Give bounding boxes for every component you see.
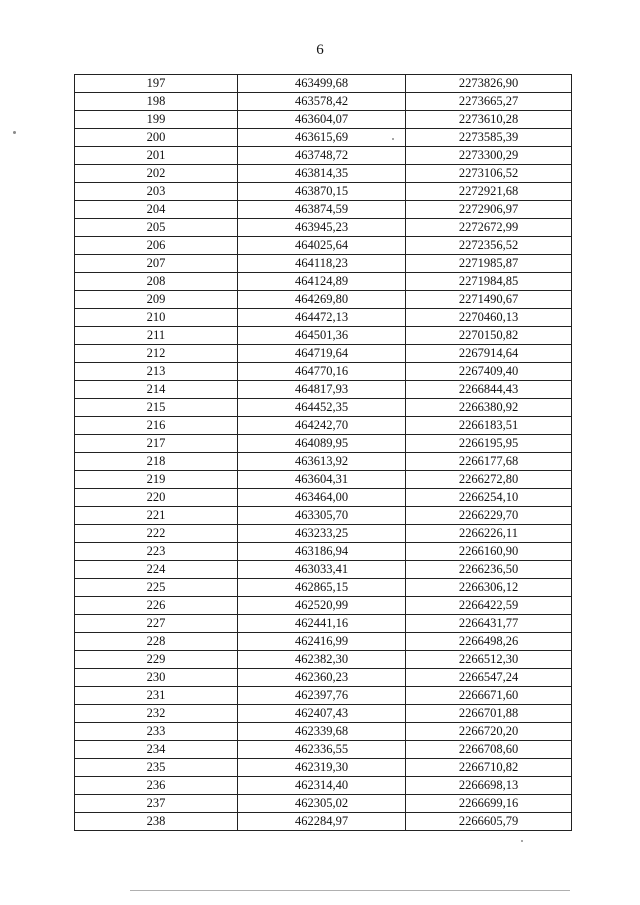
point-number-cell: 233 [75, 723, 238, 741]
table-row [75, 111, 572, 129]
table-row [75, 219, 572, 237]
table-row [75, 291, 572, 309]
point-number-cell: 238 [75, 813, 238, 831]
table-row [75, 93, 572, 111]
x-coordinate-cell: 463870,15 [238, 183, 406, 201]
x-coordinate-cell: 464089,95 [238, 435, 406, 453]
point-number-cell: 205 [75, 219, 238, 237]
x-coordinate-cell: 462441,16 [238, 615, 406, 633]
y-coordinate-cell: 2266236,50 [406, 561, 572, 579]
y-coordinate-cell: 2266229,70 [406, 507, 572, 525]
x-coordinate-cell: 463874,59 [238, 201, 406, 219]
coordinates-table-body [75, 75, 572, 831]
table-row [75, 615, 572, 633]
point-number-cell: 216 [75, 417, 238, 435]
point-number-cell: 219 [75, 471, 238, 489]
y-coordinate-cell: 2273610,28 [406, 111, 572, 129]
point-number-cell: 208 [75, 273, 238, 291]
table-row [75, 813, 572, 831]
y-coordinate-cell: 2266160,90 [406, 543, 572, 561]
y-coordinate-cell: 2266701,88 [406, 705, 572, 723]
table-row [75, 777, 572, 795]
x-coordinate-cell: 463615,69 [238, 129, 406, 147]
table-row [75, 687, 572, 705]
point-number-cell: 209 [75, 291, 238, 309]
x-coordinate-cell: 462336,55 [238, 741, 406, 759]
y-coordinate-cell: 2272356,52 [406, 237, 572, 255]
y-coordinate-cell: 2271490,67 [406, 291, 572, 309]
point-number-cell: 236 [75, 777, 238, 795]
point-number-cell: 221 [75, 507, 238, 525]
y-coordinate-cell: 2266177,68 [406, 453, 572, 471]
table-row [75, 399, 572, 417]
table-row [75, 471, 572, 489]
y-coordinate-cell: 2266720,20 [406, 723, 572, 741]
x-coordinate-cell: 464501,36 [238, 327, 406, 345]
y-coordinate-cell: 2267409,40 [406, 363, 572, 381]
table-row [75, 489, 572, 507]
y-coordinate-cell: 2272672,99 [406, 219, 572, 237]
point-number-cell: 235 [75, 759, 238, 777]
point-number-cell: 212 [75, 345, 238, 363]
point-number-cell: 210 [75, 309, 238, 327]
table-row [75, 597, 572, 615]
x-coordinate-cell: 462339,68 [238, 723, 406, 741]
table-row [75, 723, 572, 741]
y-coordinate-cell: 2266272,80 [406, 471, 572, 489]
table-row [75, 183, 572, 201]
y-coordinate-cell: 2266226,11 [406, 525, 572, 543]
table-row [75, 633, 572, 651]
point-number-cell: 231 [75, 687, 238, 705]
y-coordinate-cell: 2266498,26 [406, 633, 572, 651]
x-coordinate-cell: 463305,70 [238, 507, 406, 525]
table-row [75, 453, 572, 471]
x-coordinate-cell: 462407,43 [238, 705, 406, 723]
scan-speck [392, 138, 394, 140]
point-number-cell: 207 [75, 255, 238, 273]
point-number-cell: 220 [75, 489, 238, 507]
point-number-cell: 197 [75, 75, 238, 93]
table-row [75, 795, 572, 813]
y-coordinate-cell: 2266422,59 [406, 597, 572, 615]
x-coordinate-cell: 462520,99 [238, 597, 406, 615]
point-number-cell: 213 [75, 363, 238, 381]
y-coordinate-cell: 2273106,52 [406, 165, 572, 183]
table-row [75, 741, 572, 759]
table-row [75, 381, 572, 399]
x-coordinate-cell: 462865,15 [238, 579, 406, 597]
x-coordinate-cell: 463945,23 [238, 219, 406, 237]
point-number-cell: 226 [75, 597, 238, 615]
table-row [75, 651, 572, 669]
table-row [75, 759, 572, 777]
x-coordinate-cell: 462319,30 [238, 759, 406, 777]
point-number-cell: 222 [75, 525, 238, 543]
table-row [75, 75, 572, 93]
x-coordinate-cell: 462314,40 [238, 777, 406, 795]
page-bottom-rule [130, 890, 570, 891]
x-coordinate-cell: 464817,93 [238, 381, 406, 399]
point-number-cell: 214 [75, 381, 238, 399]
y-coordinate-cell: 2266431,77 [406, 615, 572, 633]
y-coordinate-cell: 2273826,90 [406, 75, 572, 93]
x-coordinate-cell: 462416,99 [238, 633, 406, 651]
table-row [75, 669, 572, 687]
y-coordinate-cell: 2266306,12 [406, 579, 572, 597]
table-row [75, 543, 572, 561]
x-coordinate-cell: 464472,13 [238, 309, 406, 327]
point-number-cell: 199 [75, 111, 238, 129]
scan-speck [521, 840, 523, 842]
table-row [75, 561, 572, 579]
x-coordinate-cell: 462397,76 [238, 687, 406, 705]
table-row [75, 417, 572, 435]
x-coordinate-cell: 463499,68 [238, 75, 406, 93]
y-coordinate-cell: 2266605,79 [406, 813, 572, 831]
point-number-cell: 202 [75, 165, 238, 183]
x-coordinate-cell: 463748,72 [238, 147, 406, 165]
y-coordinate-cell: 2266254,10 [406, 489, 572, 507]
point-number-cell: 206 [75, 237, 238, 255]
scan-speck [13, 131, 16, 134]
point-number-cell: 218 [75, 453, 238, 471]
point-number-cell: 217 [75, 435, 238, 453]
y-coordinate-cell: 2272906,97 [406, 201, 572, 219]
x-coordinate-cell: 462382,30 [238, 651, 406, 669]
table-row [75, 237, 572, 255]
point-number-cell: 203 [75, 183, 238, 201]
y-coordinate-cell: 2266183,51 [406, 417, 572, 435]
x-coordinate-cell: 463186,94 [238, 543, 406, 561]
table-row [75, 165, 572, 183]
x-coordinate-cell: 464269,80 [238, 291, 406, 309]
table-row [75, 273, 572, 291]
x-coordinate-cell: 464770,16 [238, 363, 406, 381]
y-coordinate-cell: 2266844,43 [406, 381, 572, 399]
x-coordinate-cell: 463578,42 [238, 93, 406, 111]
y-coordinate-cell: 2273585,39 [406, 129, 572, 147]
point-number-cell: 232 [75, 705, 238, 723]
point-number-cell: 227 [75, 615, 238, 633]
point-number-cell: 225 [75, 579, 238, 597]
y-coordinate-cell: 2272921,68 [406, 183, 572, 201]
y-coordinate-cell: 2266671,60 [406, 687, 572, 705]
x-coordinate-cell: 464242,70 [238, 417, 406, 435]
table-row [75, 129, 572, 147]
x-coordinate-cell: 463604,31 [238, 471, 406, 489]
x-coordinate-cell: 462305,02 [238, 795, 406, 813]
x-coordinate-cell: 463604,07 [238, 111, 406, 129]
x-coordinate-cell: 463613,92 [238, 453, 406, 471]
x-coordinate-cell: 463233,25 [238, 525, 406, 543]
table-row [75, 345, 572, 363]
y-coordinate-cell: 2266380,92 [406, 399, 572, 417]
point-number-cell: 215 [75, 399, 238, 417]
x-coordinate-cell: 464452,35 [238, 399, 406, 417]
point-number-cell: 201 [75, 147, 238, 165]
point-number-cell: 200 [75, 129, 238, 147]
x-coordinate-cell: 462360,23 [238, 669, 406, 687]
x-coordinate-cell: 463814,35 [238, 165, 406, 183]
y-coordinate-cell: 2266710,82 [406, 759, 572, 777]
x-coordinate-cell: 464118,23 [238, 255, 406, 273]
y-coordinate-cell: 2273665,27 [406, 93, 572, 111]
point-number-cell: 204 [75, 201, 238, 219]
y-coordinate-cell: 2271985,87 [406, 255, 572, 273]
y-coordinate-cell: 2266195,95 [406, 435, 572, 453]
y-coordinate-cell: 2273300,29 [406, 147, 572, 165]
point-number-cell: 228 [75, 633, 238, 651]
table-row [75, 507, 572, 525]
x-coordinate-cell: 463033,41 [238, 561, 406, 579]
x-coordinate-cell: 464124,89 [238, 273, 406, 291]
table-row [75, 525, 572, 543]
y-coordinate-cell: 2266512,30 [406, 651, 572, 669]
point-number-cell: 234 [75, 741, 238, 759]
point-number-cell: 198 [75, 93, 238, 111]
y-coordinate-cell: 2266708,60 [406, 741, 572, 759]
table-row [75, 309, 572, 327]
table-row [75, 363, 572, 381]
table-row [75, 579, 572, 597]
point-number-cell: 237 [75, 795, 238, 813]
y-coordinate-cell: 2270460,13 [406, 309, 572, 327]
table-row [75, 327, 572, 345]
table-row [75, 147, 572, 165]
table-row [75, 255, 572, 273]
x-coordinate-cell: 463464,00 [238, 489, 406, 507]
point-number-cell: 230 [75, 669, 238, 687]
coordinates-table [74, 74, 572, 831]
y-coordinate-cell: 2266699,16 [406, 795, 572, 813]
point-number-cell: 211 [75, 327, 238, 345]
table-row [75, 435, 572, 453]
y-coordinate-cell: 2266547,24 [406, 669, 572, 687]
table-row [75, 705, 572, 723]
page-number: 6 [316, 42, 324, 58]
table-row [75, 201, 572, 219]
y-coordinate-cell: 2271984,85 [406, 273, 572, 291]
y-coordinate-cell: 2267914,64 [406, 345, 572, 363]
x-coordinate-cell: 464025,64 [238, 237, 406, 255]
y-coordinate-cell: 2270150,82 [406, 327, 572, 345]
x-coordinate-cell: 464719,64 [238, 345, 406, 363]
point-number-cell: 224 [75, 561, 238, 579]
x-coordinate-cell: 462284,97 [238, 813, 406, 831]
y-coordinate-cell: 2266698,13 [406, 777, 572, 795]
point-number-cell: 229 [75, 651, 238, 669]
point-number-cell: 223 [75, 543, 238, 561]
